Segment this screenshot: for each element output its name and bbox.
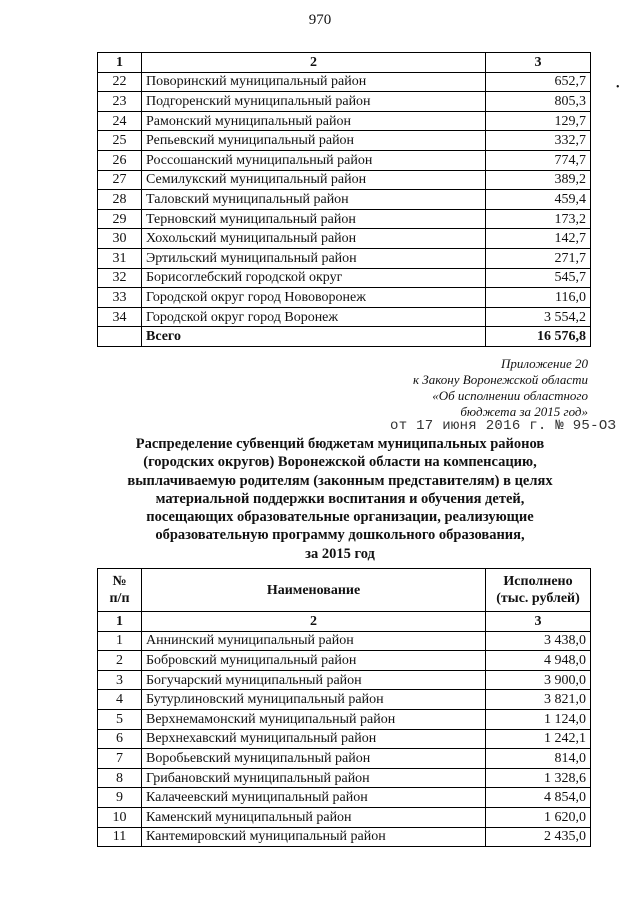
table-row: [98, 768, 591, 788]
row-number: 24: [98, 111, 142, 131]
table-row: [98, 229, 591, 249]
row-name: Городской округ город Воронеж: [142, 307, 486, 327]
page-number: 970: [308, 12, 332, 28]
row-value: 774,7: [486, 150, 591, 170]
row-number: 27: [98, 170, 142, 190]
row-value: 3 438,0: [486, 631, 591, 651]
row-name: Репьевский муниципальный район: [142, 131, 486, 151]
header-cell: 3: [486, 53, 591, 73]
row-number: 4: [98, 690, 142, 710]
row-name: Семилукский муниципальный район: [142, 170, 486, 190]
row-value: 652,7: [486, 72, 591, 92]
row-number: 10: [98, 807, 142, 827]
row-number: 6: [98, 729, 142, 749]
row-number: 2: [98, 651, 142, 671]
corner-mark: •: [616, 82, 620, 93]
index-cell: 2: [142, 612, 486, 632]
row-number: 32: [98, 268, 142, 288]
row-number: 9: [98, 788, 142, 808]
row-name: Кантемировский муниципальный район: [142, 827, 486, 847]
row-value: 814,0: [486, 749, 591, 769]
column-header-text: п/п: [109, 591, 130, 606]
table-row: [98, 288, 591, 308]
row-name: Калачеевский муниципальный район: [142, 788, 486, 808]
row-name: Грибановский муниципальный район: [142, 768, 486, 788]
table-header-row: [98, 53, 591, 73]
row-value: 332,7: [486, 131, 591, 151]
table-row: [98, 729, 591, 749]
row-name: Рамонский муниципальный район: [142, 111, 486, 131]
row-value: 389,2: [486, 170, 591, 190]
row-value: 271,7: [486, 248, 591, 268]
row-name: Бутурлиновский муниципальный район: [142, 690, 486, 710]
column-header-text: №: [112, 574, 127, 589]
appendix-line: бюджета за 2015 год»: [460, 404, 588, 419]
header-cell: 1: [98, 53, 142, 73]
row-name: Верхнемамонский муниципальный район: [142, 709, 486, 729]
row-value: 1 328,6: [486, 768, 591, 788]
row-value: 4 854,0: [486, 788, 591, 808]
row-number: 8: [98, 768, 142, 788]
table-row: [98, 268, 591, 288]
row-number: 11: [98, 827, 142, 847]
row-number: 3: [98, 670, 142, 690]
row-number: 31: [98, 248, 142, 268]
appendix-line: к Закону Воронежской области: [412, 372, 588, 387]
appendix-note: [328, 356, 588, 420]
row-name: Россошанский муниципальный район: [142, 150, 486, 170]
row-name: Борисоглебский городской округ: [142, 268, 486, 288]
row-number: 26: [98, 150, 142, 170]
row-number: 28: [98, 190, 142, 210]
table-row: [98, 788, 591, 808]
row-name: Эртильский муниципальный район: [142, 248, 486, 268]
row-value: 1 242,1: [486, 729, 591, 749]
row-number: 29: [98, 209, 142, 229]
bottom-table: [97, 568, 591, 847]
table-row: [98, 631, 591, 651]
table-row: [98, 709, 591, 729]
row-number: 5: [98, 709, 142, 729]
row-number: 30: [98, 229, 142, 249]
title-line: посещающих образовательные организации, реализующие: [146, 509, 534, 526]
total-value: 16 576,8: [486, 327, 591, 347]
row-value: 3 554,2: [486, 307, 591, 327]
table-row: [98, 807, 591, 827]
row-name: Таловский муниципальный район: [142, 190, 486, 210]
row-number: 7: [98, 749, 142, 769]
table-index-row: [98, 612, 591, 632]
row-value: 545,7: [486, 268, 591, 288]
column-header-name: Наименование: [142, 569, 486, 612]
index-cell: 1: [98, 612, 142, 632]
row-number: 34: [98, 307, 142, 327]
title-line: образовательную программу дошкольного образования,: [155, 527, 525, 544]
column-header-number: [98, 569, 142, 612]
row-number: 23: [98, 92, 142, 112]
total-label: Всего: [142, 327, 486, 347]
header-cell: 2: [142, 53, 486, 73]
row-number: 1: [98, 631, 142, 651]
row-value: 129,7: [486, 111, 591, 131]
row-name: Терновский муниципальный район: [142, 209, 486, 229]
table-row: [98, 749, 591, 769]
row-value: 2 435,0: [486, 827, 591, 847]
row-name: Каменский муниципальный район: [142, 807, 486, 827]
appendix-line: «Об исполнении областного: [432, 388, 588, 403]
row-name: Воробьевский муниципальный район: [142, 749, 486, 769]
title-line: (городских округов) Воронежской области на компенсацию,: [143, 454, 537, 471]
table-row: [98, 190, 591, 210]
table-row: [98, 670, 591, 690]
appendix-line: Приложение 20: [500, 356, 588, 371]
row-value: 805,3: [486, 92, 591, 112]
row-value: 3 900,0: [486, 670, 591, 690]
row-value: 459,4: [486, 190, 591, 210]
table-row: [98, 827, 591, 847]
table-row: [98, 72, 591, 92]
row-value: 116,0: [486, 288, 591, 308]
document-title: [100, 435, 580, 563]
row-number: 33: [98, 288, 142, 308]
row-value: 173,2: [486, 209, 591, 229]
table-column-headers: [98, 569, 591, 612]
table-row: [98, 131, 591, 151]
index-cell: 3: [486, 612, 591, 632]
column-header-text: Исполнено: [503, 574, 573, 589]
table-row: [98, 209, 591, 229]
total-empty-cell: [98, 327, 142, 347]
row-value: 1 124,0: [486, 709, 591, 729]
law-date-stamp: от 17 июня 2016 г. № 95-ОЗ: [390, 418, 617, 434]
row-name: Подгоренский муниципальный район: [142, 92, 486, 112]
title-line: материальной поддержки воспитания и обучения детей,: [155, 490, 525, 507]
table-row: [98, 111, 591, 131]
column-header-text: (тыс. рублей): [496, 591, 580, 606]
total-row: [98, 327, 591, 347]
title-line: Распределение субвенций бюджетам муниципальных районов: [135, 436, 545, 452]
row-number: 25: [98, 131, 142, 151]
table-row: [98, 170, 591, 190]
row-value: 142,7: [486, 229, 591, 249]
row-name: Верхнехавский муниципальный район: [142, 729, 486, 749]
row-name: Аннинский муниципальный район: [142, 631, 486, 651]
table-row: [98, 690, 591, 710]
column-header-value: [486, 569, 591, 612]
row-name: Бобровский муниципальный район: [142, 651, 486, 671]
row-name: Городской округ город Нововоронеж: [142, 288, 486, 308]
table-row: [98, 150, 591, 170]
title-line: выплачиваемую родителям (законным представителям) в целях: [127, 472, 553, 489]
top-table: [97, 52, 591, 347]
row-name: Богучарский муниципальный район: [142, 670, 486, 690]
title-line: за 2015 год: [305, 545, 375, 562]
row-value: 3 821,0: [486, 690, 591, 710]
row-number: 22: [98, 72, 142, 92]
row-name: Поворинский муниципальный район: [142, 72, 486, 92]
row-value: 1 620,0: [486, 807, 591, 827]
row-value: 4 948,0: [486, 651, 591, 671]
table-row: [98, 92, 591, 112]
table-row: [98, 651, 591, 671]
table-row: [98, 307, 591, 327]
table-row: [98, 248, 591, 268]
row-name: Хохольский муниципальный район: [142, 229, 486, 249]
